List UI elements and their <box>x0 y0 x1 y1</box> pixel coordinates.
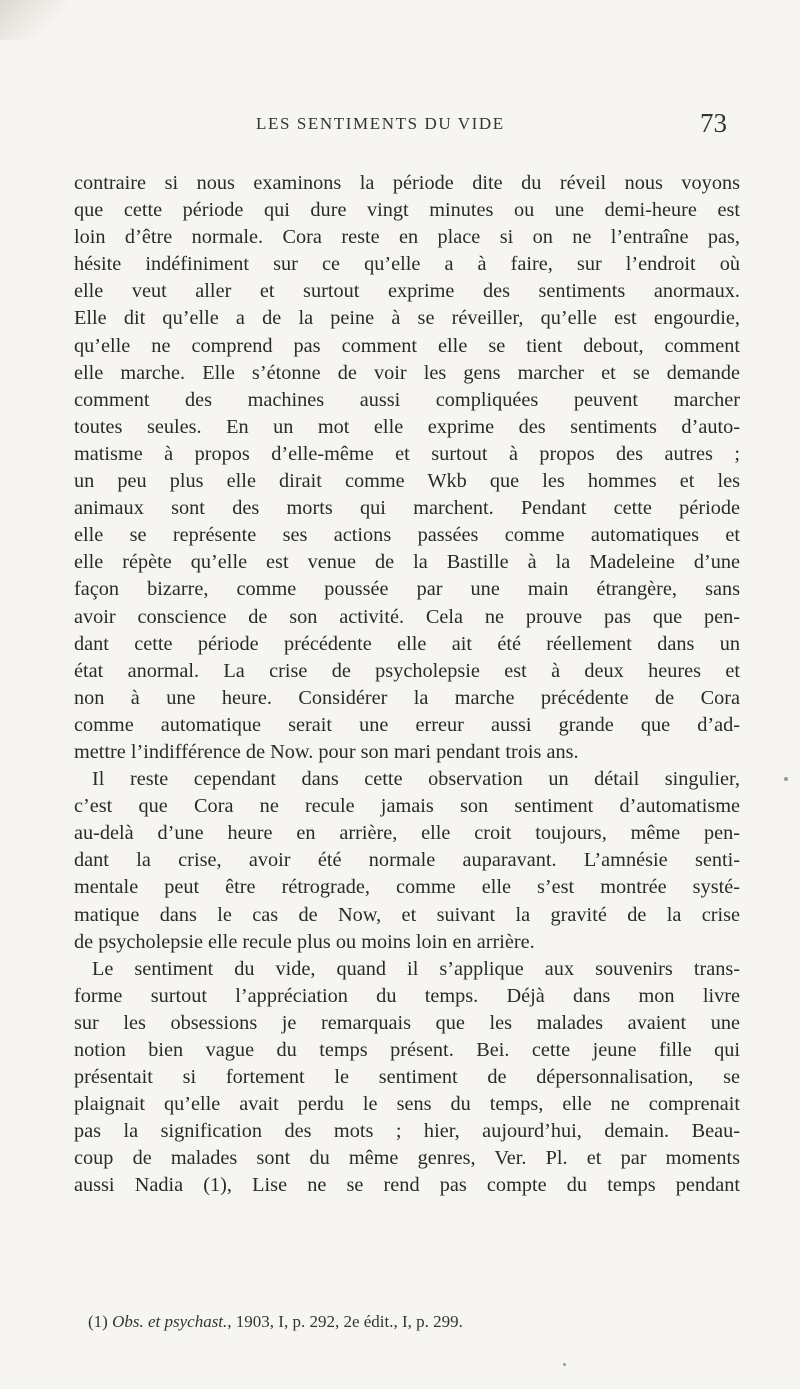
text-line: animaux sont des morts qui marchent. Pendant cette période <box>74 497 740 520</box>
text-line: de psycholepsie elle recule plus ou moins loin en arrière. <box>74 930 535 953</box>
text-line: non à une heure. Considérer la marche précédente de Cora <box>74 686 740 709</box>
ink-speck <box>784 777 788 781</box>
footnote-marker: (1) <box>88 1312 108 1331</box>
text-line: elle répète qu’elle est venue de la Bastille à la Madeleine d’une <box>74 551 740 574</box>
body-text <box>74 170 740 1200</box>
ink-speck <box>563 1363 566 1366</box>
text-line: elle veut aller et surtout exprime des sentiments anormaux. <box>74 280 740 303</box>
text-line: notion bien vague du temps présent. Bei. cette jeune fille qui <box>74 1039 740 1061</box>
text-line: mettre l’indifférence de Now. pour son mari pendant trois ans. <box>74 740 579 763</box>
text-line: matique dans le cas de Now, et suivant la gravité de la crise <box>74 903 740 926</box>
text-line: qu’elle ne comprend pas comment elle se tient debout, comment <box>74 334 740 357</box>
text-line: comment des machines aussi compliquées peuvent marcher <box>74 388 740 411</box>
text-line: au-delà d’une heure en arrière, elle croit toujours, même pen- <box>74 822 740 845</box>
text-line: dant la crise, avoir été normale auparavant. L’amnésie senti- <box>74 849 740 872</box>
footnote-reference: , 1903, I, p. 292, 2e édit., I, p. 299. <box>227 1312 463 1331</box>
text-line: toutes seules. En un mot elle exprime des sentiments d’auto- <box>74 415 740 438</box>
text-line: pas la signification des mots ; hier, aujourd’hui, demain. Beau- <box>74 1120 740 1143</box>
text-line: Elle dit qu’elle a de la peine à se réveiller, qu’elle est engourdie, <box>74 307 740 330</box>
text-line: état anormal. La crise de psycholepsie est à deux heures et <box>74 659 740 682</box>
text-line: plaignait qu’elle avait perdu le sens du temps, elle ne comprenait <box>74 1093 740 1116</box>
text-line: loin d’être normale. Cora reste en place si on ne l’entraîne pas, <box>74 226 740 249</box>
footnote <box>88 1312 463 1332</box>
text-line: que cette période qui dure vingt minutes ou une demi-heure est <box>74 199 740 222</box>
text-line: elle marche. Elle s’étonne de voir les gens marcher et se demande <box>74 361 740 384</box>
running-head <box>0 108 800 140</box>
text-line: elle se représente ses actions passées comme automatiques et <box>74 524 740 547</box>
text-line: avoir conscience de son activité. Cela ne prouve pas que pen- <box>74 605 740 628</box>
text-line: dant cette période précédente elle ait été réellement dans un <box>74 632 740 655</box>
running-title: LES SENTIMENTS DU VIDE <box>256 114 505 133</box>
text-line: comme automatique serait une erreur aussi grande que d’ad- <box>74 713 740 736</box>
text-line: coup de malades sont du même genres, Ver. Pl. et par moments <box>74 1147 740 1170</box>
text-line: façon bizarre, comme poussée par une main étrangère, sans <box>74 578 740 601</box>
text-line: présentait si fortement le sentiment de dépersonnalisation, se <box>74 1066 740 1089</box>
text-line: aussi Nadia (1), Lise ne se rend pas compte du temps pendant <box>74 1174 740 1197</box>
text-line: un peu plus elle dirait comme Wkb que les hommes et les <box>74 470 740 493</box>
text-line: mentale peut être rétrograde, comme elle s’est montrée systé- <box>74 876 740 899</box>
text-line: Le sentiment du vide, quand il s’applique aux souvenirs trans- <box>92 957 740 980</box>
text-line: contraire si nous examinons la période dite du réveil nous voyons <box>74 172 740 194</box>
text-line: forme surtout l’appréciation du temps. Déjà dans mon livre <box>74 984 740 1007</box>
footnote-title: Obs. et psychast. <box>112 1312 228 1331</box>
text-line: c’est que Cora ne recule jamais son sentiment d’automatisme <box>74 795 740 818</box>
page-corner-shade <box>0 0 70 40</box>
text-line: Il reste cependant dans cette observation un détail singulier, <box>92 768 740 791</box>
page-number: 73 <box>700 108 727 138</box>
text-line: hésite indéfiniment sur ce qu’elle a à faire, sur l’endroit où <box>74 253 740 276</box>
text-line: sur les obsessions je remarquais que les malades avaient une <box>74 1011 740 1034</box>
text-line: matisme à propos d’elle-même et surtout à propos des autres ; <box>74 442 740 465</box>
